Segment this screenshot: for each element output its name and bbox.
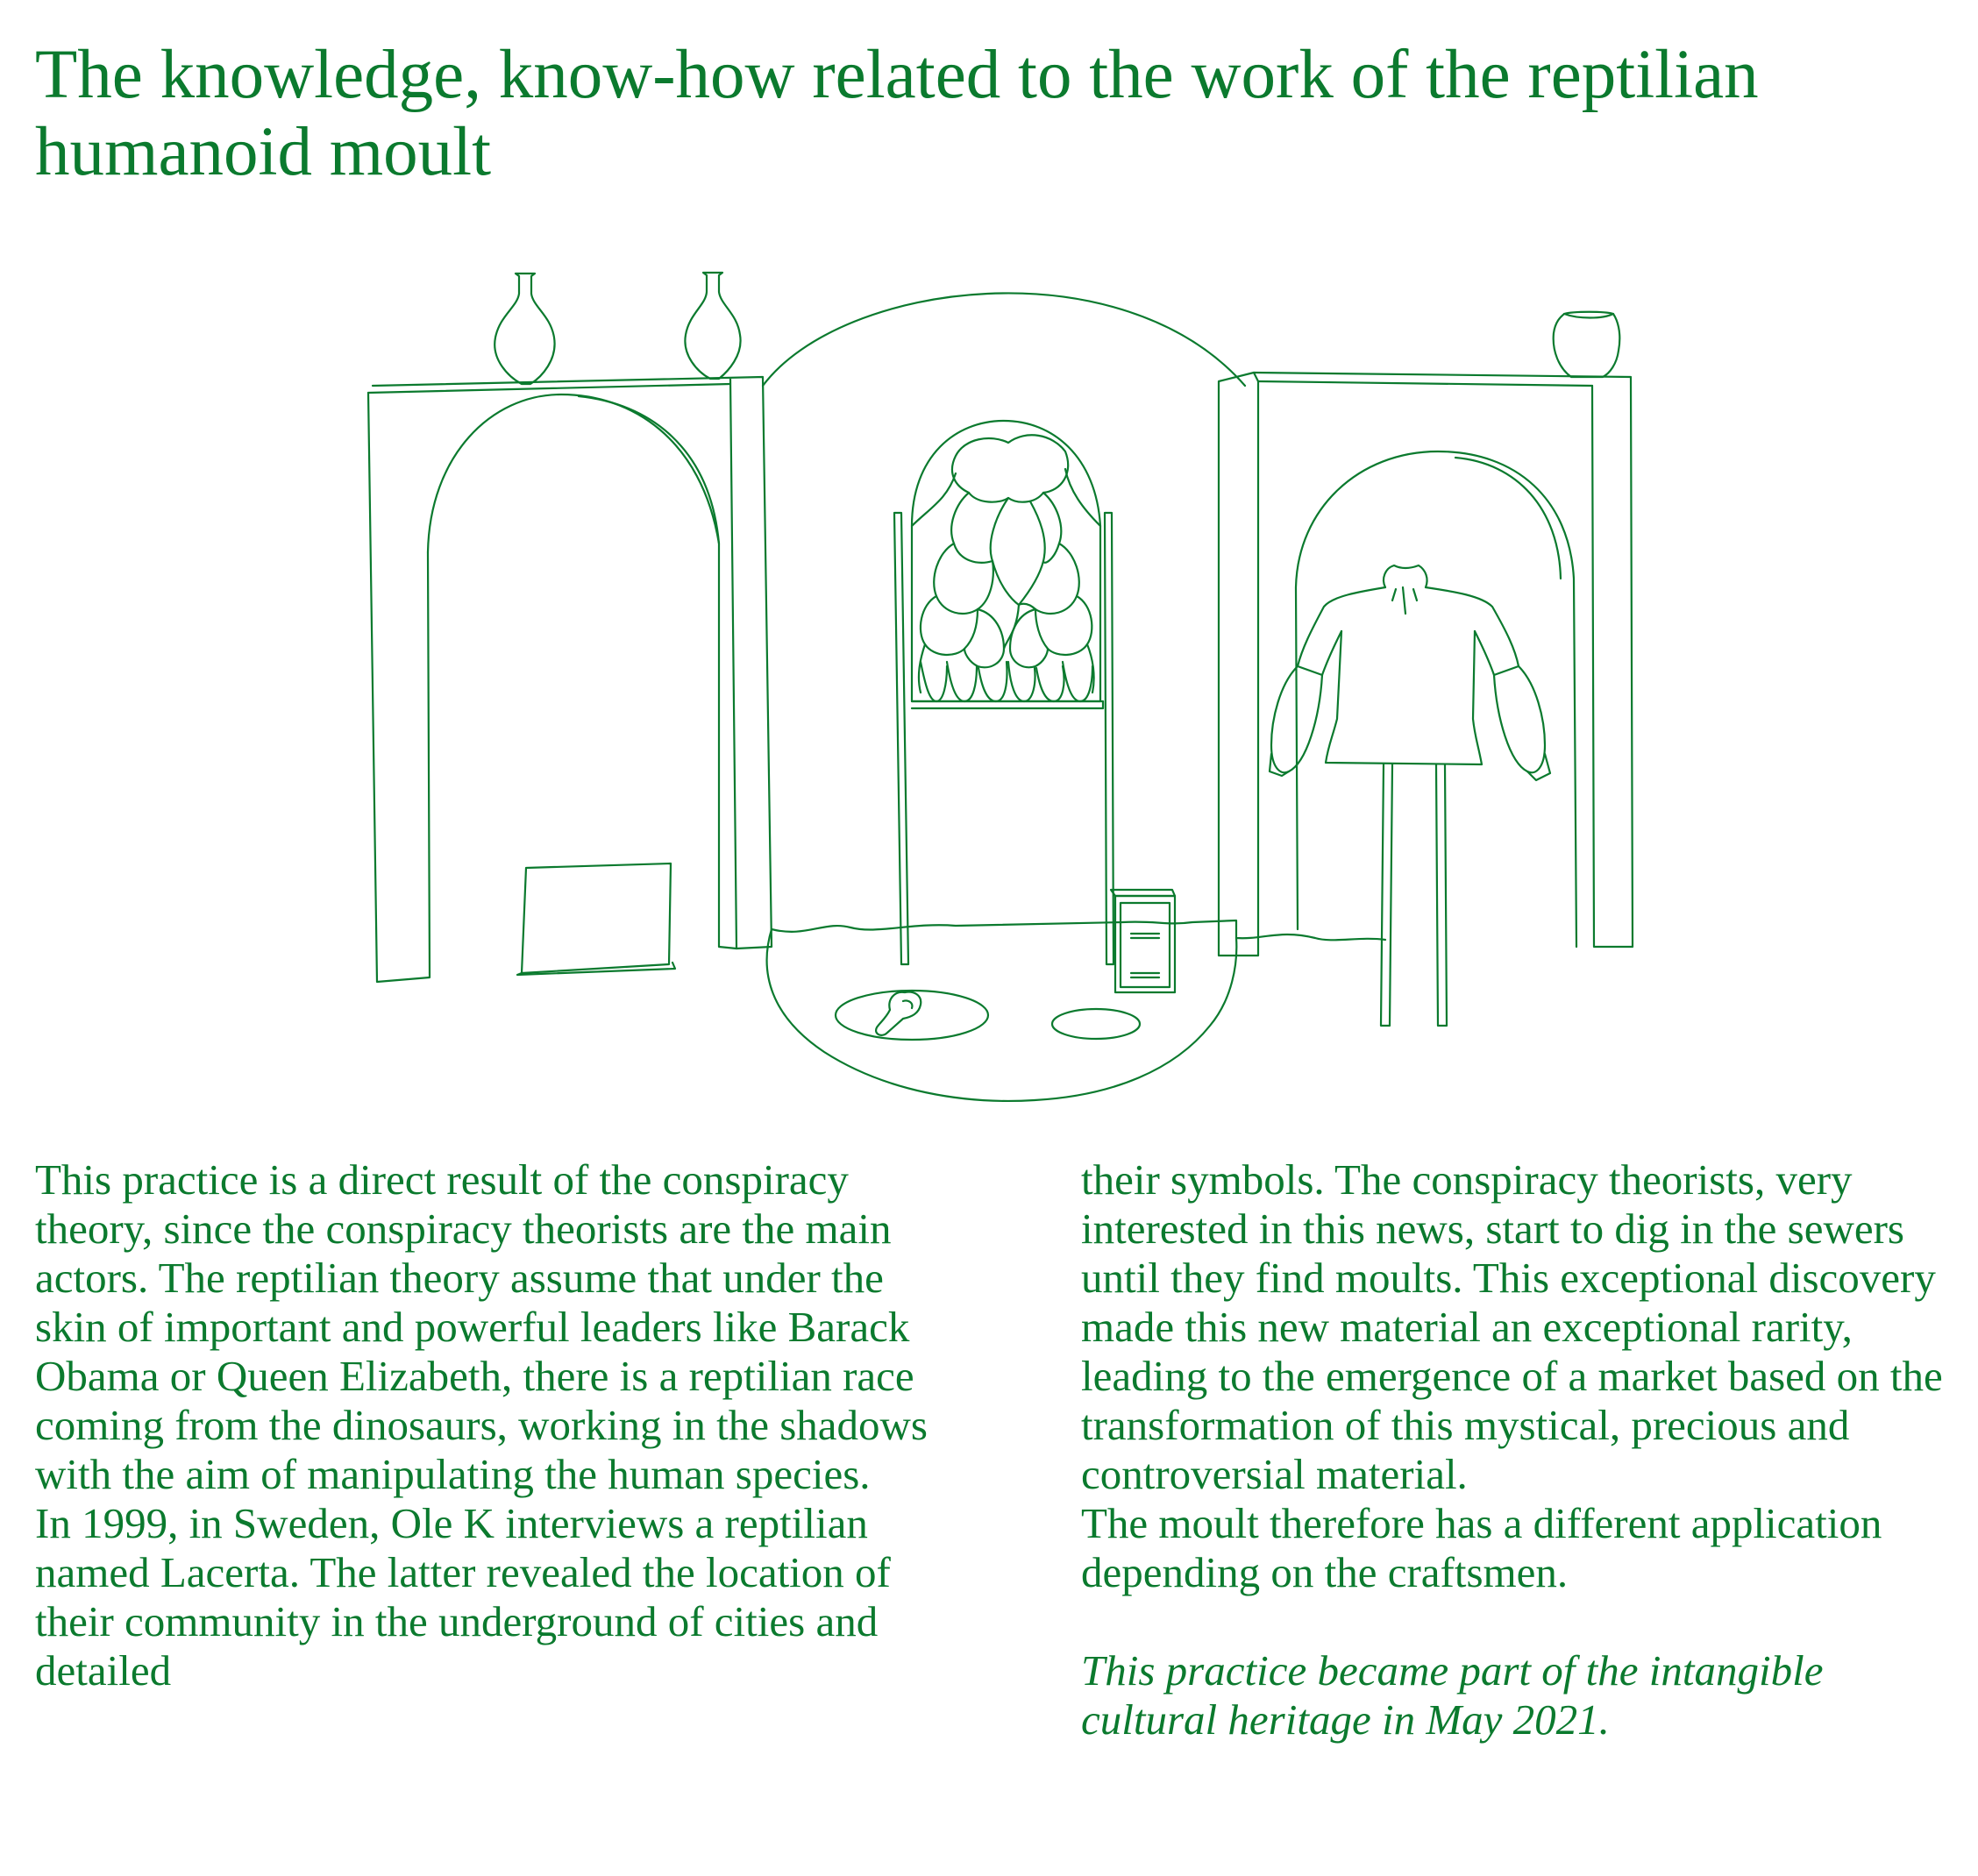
body-paragraph-sweden: In 1999, in Sweden, Ole K interviews a reptilian named Lacerta. The latter revealed the location of their community in the underground of cities and detailed: [35, 1499, 891, 1695]
heritage-note: This practice became part of the intangible cultural heritage in May 2021.: [1081, 1646, 1824, 1744]
book: [1111, 890, 1175, 992]
exhibition-line-drawing: [351, 263, 1648, 1105]
center-display: [894, 421, 1114, 964]
text-column-right: [1081, 1155, 1958, 1745]
round-rug: [767, 929, 1237, 1101]
text-column-left: [35, 1155, 929, 1695]
page-title: The knowledge, know-how related to the work of the reptilian humanoid moult: [35, 37, 1759, 190]
exhibition-illustration: [351, 263, 1648, 1105]
back-arch-wall: [763, 293, 1245, 386]
body-paragraph-application: The moult therefore has a different application depending on the craftsmen.: [1081, 1499, 1882, 1596]
left-pillar: [368, 273, 772, 982]
right-pillar: [1219, 312, 1633, 1026]
floor-line: [772, 920, 1385, 940]
body-paragraph-intro: This practice is a direct result of the conspiracy theory, since the conspiracy theorists are the main actors. The reptilian theory assume that under the skin of important and powerful leaders like Barack Obama or Queen Elizabeth, there is a reptilian race coming from the dinosaurs, working in the shadows with the aim of manipulating the human species.: [35, 1155, 928, 1498]
body-paragraph-market: their symbols. The conspiracy theorists, very interested in this news, start to dig in the sewers until they find moults. This exceptional discovery made this new material an exceptional rarity, leading to the emergence of a market based on the transformation of this mystical, precious and controversial material.: [1081, 1155, 1943, 1498]
